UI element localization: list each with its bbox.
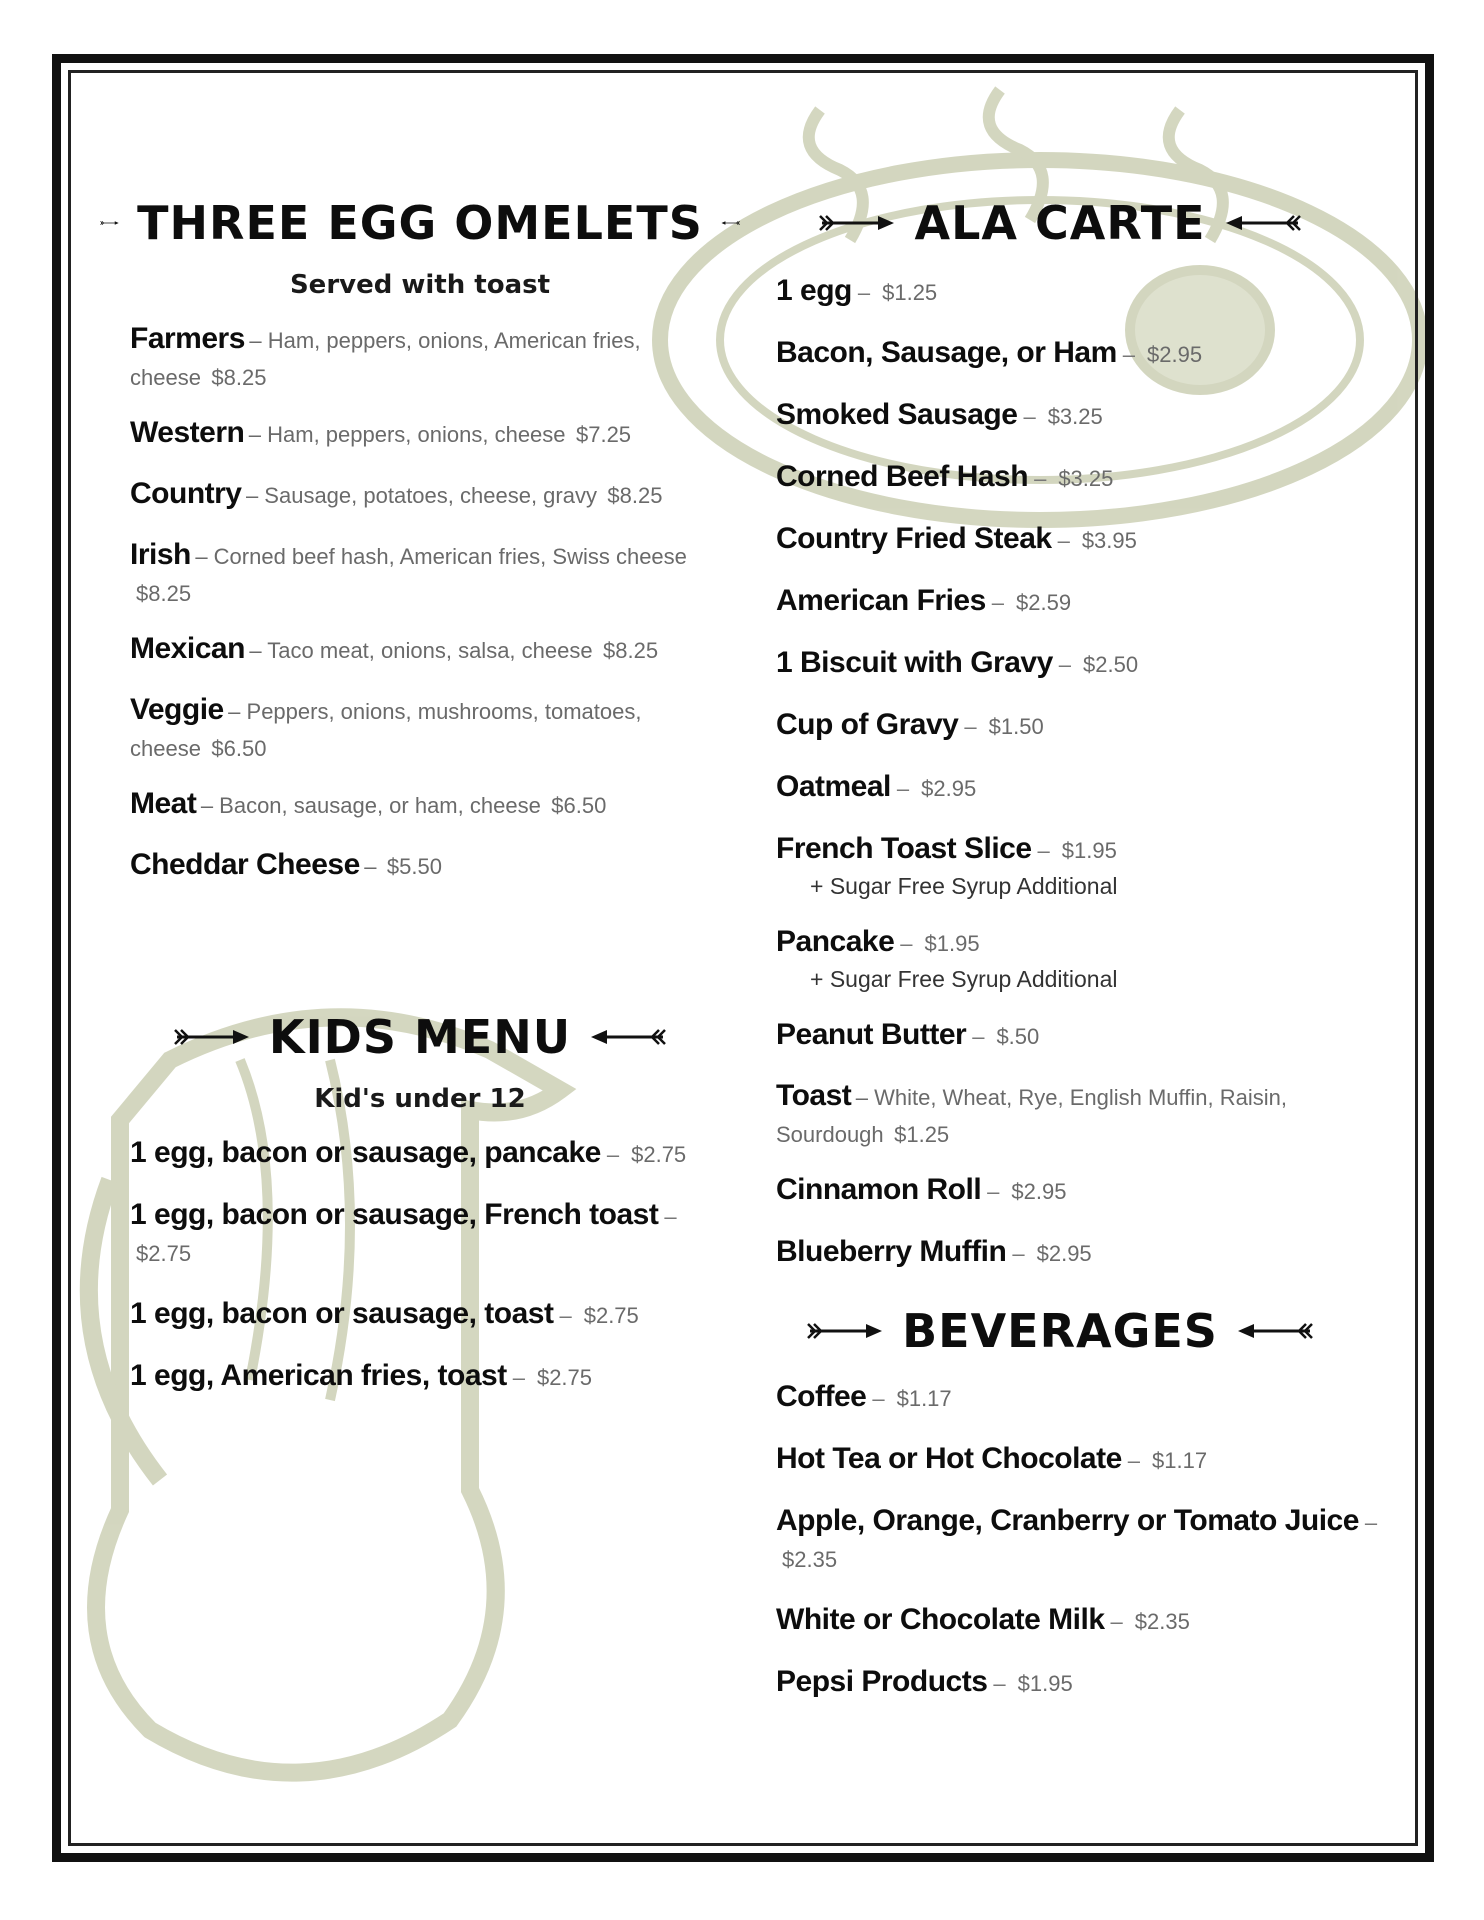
menu-item: Meat – Bacon, sausage, or ham, cheese $6.50 (130, 787, 607, 820)
menu-item: Smoked Sausage – $3.25 (776, 398, 1103, 431)
menu-item: Country Fried Steak – $3.95 (776, 522, 1137, 555)
item-note: + Sugar Free Syrup Additional (810, 873, 1118, 899)
menu-item: Peanut Butter – $.50 (776, 1018, 1040, 1051)
menu-item: French Toast Slice – $1.95 (776, 832, 1117, 865)
kids-title: KIDS MENU (268, 1010, 572, 1064)
item-note: + Sugar Free Syrup Additional (810, 966, 1118, 992)
menu-item: Irish – Corned beef hash, American fries, Swiss cheese $8.25 (130, 538, 687, 606)
omelets-title: THREE EGG OMELETS (137, 196, 703, 250)
menu-item: Oatmeal – $2.95 (776, 770, 977, 803)
menu-item: Veggie – Peppers, onions, mushrooms, tomatoes, cheese $6.50 (130, 693, 642, 761)
menu-item: Pepsi Products – $1.95 (776, 1665, 1073, 1698)
omelets-heading (100, 196, 740, 250)
menu-item: Apple, Orange, Cranberry or Tomato Juice –$2.35 (776, 1504, 1378, 1572)
arrow-left-icon (1236, 1321, 1314, 1341)
alacarte-title: ALA CARTE (914, 196, 1206, 250)
menu-item: 1 Biscuit with Gravy – $2.50 (776, 646, 1139, 679)
beverages-list (776, 1380, 1386, 1704)
menu-item: Cup of Gravy – $1.50 (776, 708, 1044, 741)
menu-item: 1 egg – $1.25 (776, 274, 938, 307)
omelets-subtitle: Served with toast (289, 270, 551, 300)
menu-item: Cheddar Cheese – $5.50 (130, 848, 442, 881)
alacarte-list (776, 274, 1386, 1274)
menu-item: Country – Sausage, potatoes, cheese, gravy $8.25 (130, 477, 663, 510)
alacarte-heading (750, 196, 1370, 250)
menu-item: Mexican – Taco meat, onions, salsa, cheese $8.25 (130, 632, 659, 665)
menu-item: 1 egg, bacon or sausage, French toast –$2.75 (130, 1198, 677, 1266)
menu-item: Bacon, Sausage, or Ham – $2.95 (776, 336, 1203, 369)
menu-item: 1 egg, bacon or sausage, toast – $2.75 (130, 1297, 639, 1330)
kids-heading (100, 1010, 740, 1064)
menu-item: Toast – White, Wheat, Rye, English Muffin, Raisin, Sourdough $1.25 (776, 1079, 1287, 1147)
menu-item: White or Chocolate Milk – $2.35 (776, 1603, 1190, 1636)
arrow-left-icon (589, 1027, 667, 1047)
arrow-right-icon (173, 1027, 251, 1047)
menu-item: Blueberry Muffin – $2.95 (776, 1235, 1092, 1268)
menu-item: Corned Beef Hash – $3.25 (776, 460, 1114, 493)
menu-item: Western – Ham, peppers, onions, cheese $7.25 (130, 416, 632, 449)
kids-subtitle: Kid's under 12 (314, 1084, 526, 1114)
omelets-list (130, 322, 690, 887)
arrow-left-icon (1224, 213, 1302, 233)
beverages-heading (750, 1304, 1370, 1358)
menu-item: Pancake – $1.95 (776, 925, 980, 958)
menu-item: American Fries – $2.59 (776, 584, 1072, 617)
menu-item: 1 egg, bacon or sausage, pancake – $2.75 (130, 1136, 687, 1169)
arrow-right-icon (100, 213, 119, 233)
menu-item: Hot Tea or Hot Chocolate – $1.17 (776, 1442, 1208, 1475)
menu-item: 1 egg, American fries, toast – $2.75 (130, 1359, 593, 1392)
menu-item: Farmers – Ham, peppers, onions, American fries, cheese $8.25 (130, 322, 641, 390)
beverages-title: BEVERAGES (902, 1304, 1218, 1358)
arrow-left-icon (721, 213, 740, 233)
kids-list (130, 1136, 730, 1398)
arrow-right-icon (806, 1321, 884, 1341)
menu-item: Coffee – $1.17 (776, 1380, 952, 1413)
menu-item: Cinnamon Roll – $2.95 (776, 1173, 1067, 1206)
arrow-right-icon (818, 213, 896, 233)
